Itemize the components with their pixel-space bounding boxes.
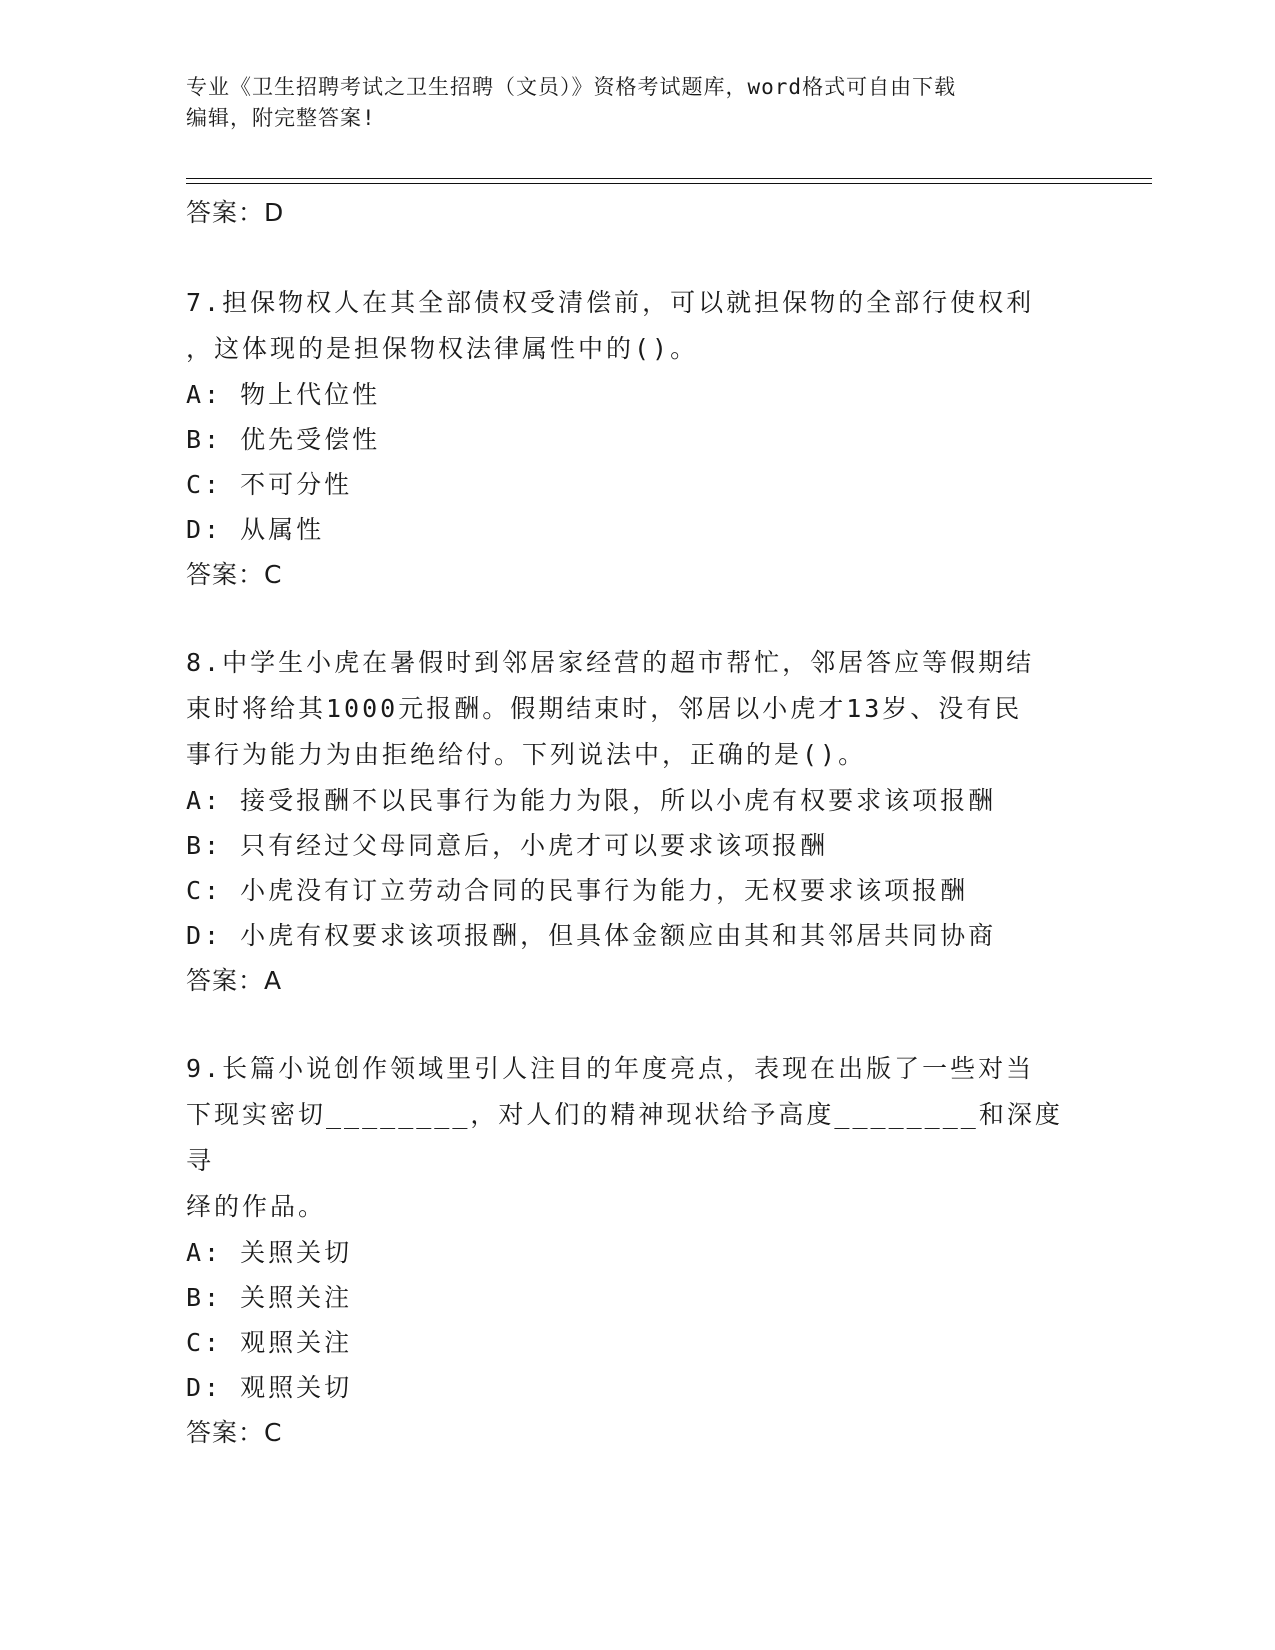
header-rule-bottom xyxy=(186,183,1152,184)
option-c: C: 小虎没有订立劳动合同的民事行为能力，无权要求该项报酬 xyxy=(186,876,969,905)
question-8 xyxy=(186,640,1066,1004)
header-rule-top xyxy=(186,178,1152,179)
option-b: B: 只有经过父母同意后，小虎才可以要求该项报酬 xyxy=(186,831,829,860)
answer: 答案：A xyxy=(186,966,283,995)
answer: 答案：C xyxy=(186,1418,283,1447)
question-7 xyxy=(186,280,1066,598)
document-header xyxy=(186,72,1086,134)
question-text-line: 7.担保物权人在其全部债权受清偿前，可以就担保物的全部行使权利 xyxy=(186,288,1035,317)
option-a: A: 物上代位性 xyxy=(186,380,381,409)
header-line-1: 专业《卫生招聘考试之卫生招聘（文员）》资格考试题库，word格式可自由下载 xyxy=(186,75,957,99)
question-text-line: 事行为能力为由拒绝给付。下列说法中，正确的是()。 xyxy=(186,740,867,769)
option-c: C: 观照关注 xyxy=(186,1328,353,1357)
question-text-line: 下现实密切________，对人们的精神现状给予高度________和深度寻 xyxy=(186,1100,1063,1175)
option-d: D: 小虎有权要求该项报酬，但具体金额应由其和其邻居共同协商 xyxy=(186,921,997,950)
question-list xyxy=(186,280,1066,1498)
option-a: A: 接受报酬不以民事行为能力为限，所以小虎有权要求该项报酬 xyxy=(186,786,997,815)
question-text-line: 9.长篇小说创作领域里引人注目的年度亮点，表现在出版了一些对当 xyxy=(186,1054,1035,1083)
option-a: A: 关照关切 xyxy=(186,1238,353,1267)
question-text-line: 绎的作品。 xyxy=(186,1192,327,1221)
answer-previous: 答案：D xyxy=(186,198,285,227)
question-text-line: ，这体现的是担保物权法律属性中的()。 xyxy=(186,334,699,363)
header-line-2: 编辑，附完整答案! xyxy=(186,106,376,130)
option-b: B: 关照关注 xyxy=(186,1283,353,1312)
option-b: B: 优先受偿性 xyxy=(186,425,381,454)
question-text-line: 8.中学生小虎在暑假时到邻居家经营的超市帮忙，邻居答应等假期结 xyxy=(186,648,1035,677)
question-9 xyxy=(186,1046,1066,1456)
question-text-line: 束时将给其1000元报酬。假期结束时，邻居以小虎才13岁、没有民 xyxy=(186,694,1023,723)
answer: 答案：C xyxy=(186,560,283,589)
option-d: D: 观照关切 xyxy=(186,1373,353,1402)
option-d: D: 从属性 xyxy=(186,515,325,544)
option-c: C: 不可分性 xyxy=(186,470,353,499)
